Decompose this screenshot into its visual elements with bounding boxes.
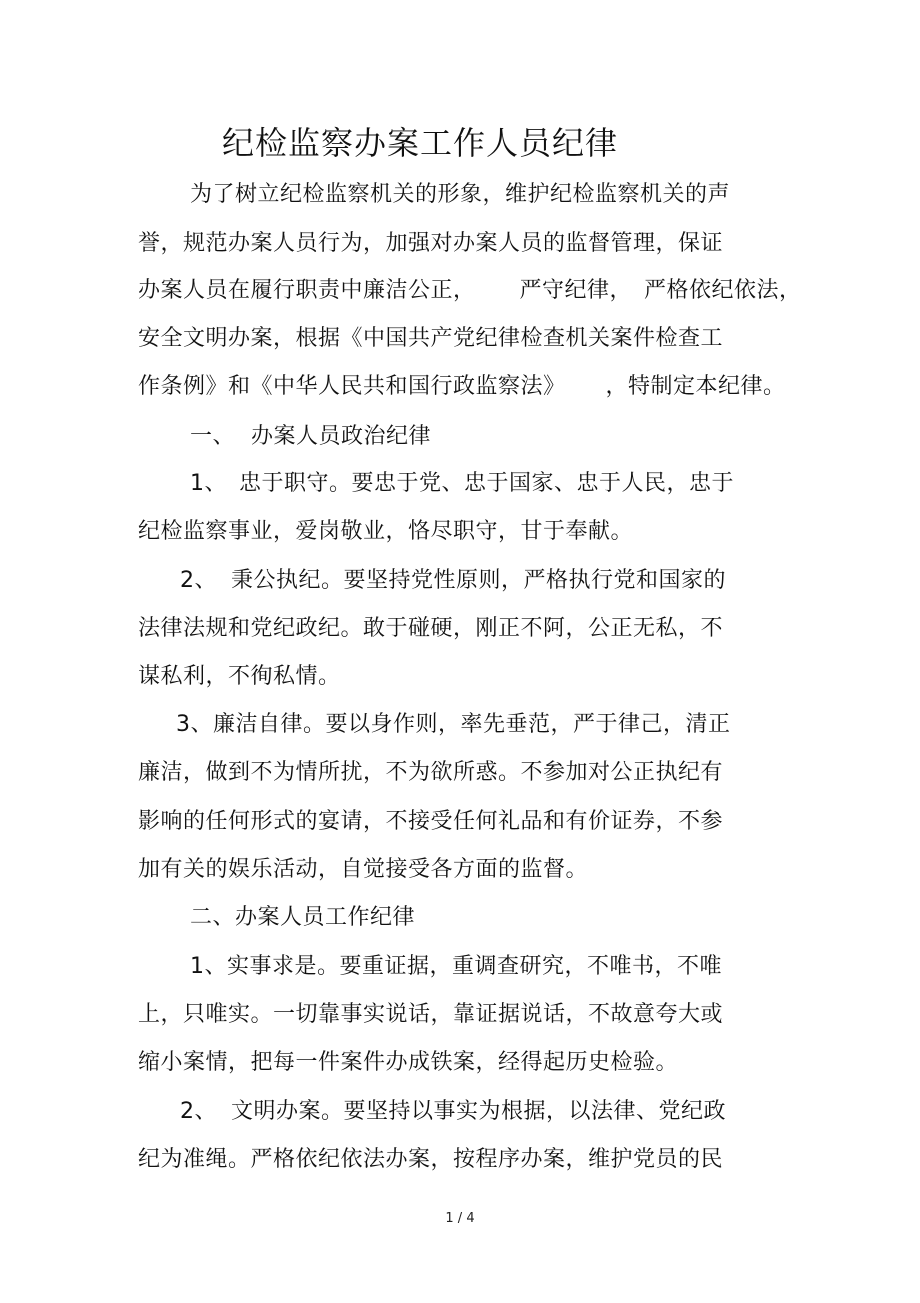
s1-item-3-line-1: 3、廉洁自律。要以身作则，率先垂范，严于律己，清正	[176, 712, 731, 737]
document-title: 纪检监察办案工作人员纪律	[222, 124, 619, 162]
section-1-heading	[190, 419, 431, 450]
s1-item-1-line-1	[190, 466, 734, 497]
s1-item-2-line-2: 法律法规和党纪政纪。敢于碰硬，刚正不阿，公正无私，不	[138, 616, 724, 641]
s1-item-2-number: 2、	[180, 568, 217, 593]
s1-item-2-line-1	[180, 563, 726, 594]
intro-line-3-part-b: 严守纪律，	[519, 278, 633, 303]
intro-line-5-part-a: 作条例》和《中华人民共和国行政监察法》	[138, 374, 566, 399]
s2-item-1-line-2: 上，只唯实。一切靠事实说话，靠证据说话，不故意夸大或	[138, 1002, 724, 1027]
intro-line-5-part-b: ，特制定本纪律。	[605, 374, 786, 399]
s2-item-2-text: 文明办案。要坚持以事实为根据，以法律、党纪政	[231, 1099, 727, 1124]
s2-item-1-line-3: 缩小案情，把每一件案件办成铁案，经得起历史检验。	[138, 1050, 679, 1075]
intro-line-5	[138, 369, 786, 400]
s1-item-2-text: 秉公执纪。要坚持党性原则，严格执行党和国家的	[231, 568, 727, 593]
intro-line-3-part-c: 严格依纪依法，	[644, 278, 802, 303]
intro-line-1: 为了树立纪检监察机关的形象，维护纪检监察机关的声	[190, 182, 731, 207]
section-1-number: 一、	[190, 424, 236, 449]
section-1-title: 办案人员政治纪律	[251, 424, 432, 449]
s1-item-1-line-2: 纪检监察事业，爱岗敬业，恪尽职守，甘于奉献。	[138, 519, 634, 544]
s1-item-1-text: 忠于职守。要忠于党、忠于国家、忠于人民，忠于	[239, 471, 735, 496]
intro-line-3	[138, 273, 802, 304]
page-number: 1 / 4	[445, 1211, 475, 1226]
s1-item-3-line-2: 廉洁，做到不为情所扰，不为欲所惑。不参加对公正执纪有	[138, 760, 724, 785]
s1-item-2-line-3: 谋私利，不徇私情。	[138, 664, 341, 689]
s1-item-3-line-3: 影响的任何形式的宴请，不接受任何礼品和有价证券，不参	[138, 809, 724, 834]
intro-line-3-part-a: 办案人员在履行职责中廉洁公正，	[138, 278, 476, 303]
intro-line-4: 安全文明办案，根据《中国共产党纪律检查机关案件检查工	[138, 326, 724, 351]
s2-item-1-line-1: 1、实事求是。要重证据，重调查研究，不唯书，不唯	[190, 954, 722, 979]
s2-item-2-number: 2、	[180, 1099, 217, 1124]
s1-item-3-line-4: 加有关的娱乐活动，自觉接受各方面的监督。	[138, 857, 589, 882]
section-2-heading: 二、办案人员工作纪律	[190, 905, 416, 930]
s1-item-1-number: 1、	[190, 471, 227, 496]
intro-line-2: 誉，规范办案人员行为，加强对办案人员的监督管理，保证	[138, 231, 724, 256]
s2-item-2-line-2: 纪为准绳。严格依纪依法办案，按程序办案，维护党员的民	[138, 1147, 724, 1172]
s2-item-2-line-1	[180, 1094, 726, 1125]
